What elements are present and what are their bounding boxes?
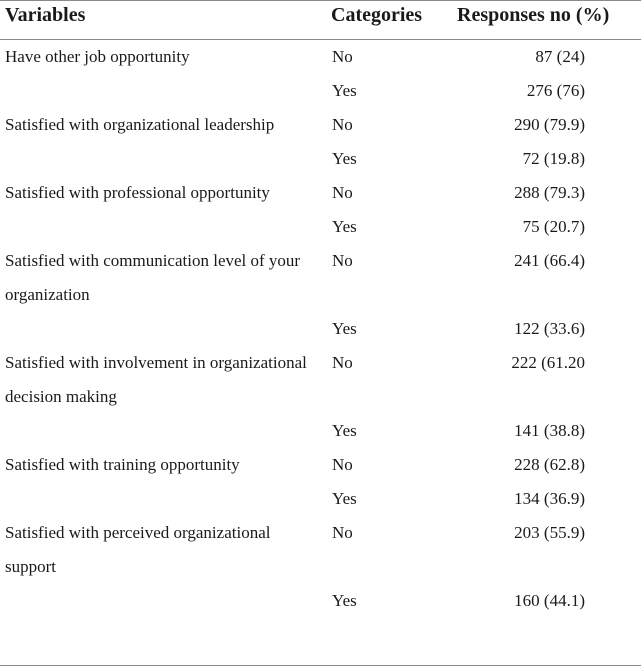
- table-row: [0, 40, 641, 74]
- cell-category: Yes: [332, 81, 357, 100]
- table-row: [0, 142, 641, 176]
- cell-variable: Satisfied with perceived organizational support: [5, 523, 271, 576]
- cell-response: 122 (33.6): [514, 319, 585, 338]
- cell-category: Yes: [332, 591, 357, 610]
- cell-variable: Have other job opportunity: [5, 47, 190, 66]
- cell-category: No: [332, 353, 353, 372]
- table-row: [0, 482, 641, 516]
- cell-category: No: [332, 183, 353, 202]
- table-header: [0, 0, 641, 39]
- table-row: [0, 448, 641, 482]
- cell-category: No: [332, 523, 353, 542]
- cell-category: Yes: [332, 489, 357, 508]
- cell-response: 203 (55.9): [514, 523, 585, 542]
- table-row: [0, 210, 641, 244]
- cell-variable: Satisfied with organizational leadership: [5, 115, 275, 134]
- cell-category: Yes: [332, 421, 357, 440]
- cell-category: Yes: [332, 319, 357, 338]
- cell-response: 290 (79.9): [514, 115, 585, 134]
- cell-variable: Satisfied with communication level of your organization: [5, 251, 301, 304]
- table-body: [0, 40, 641, 618]
- cell-category: No: [332, 115, 353, 134]
- cell-category: No: [332, 251, 353, 270]
- header-variables: Variables: [5, 4, 86, 26]
- table-row: [0, 244, 641, 312]
- cell-response: 75 (20.7): [522, 217, 585, 236]
- cell-category: Yes: [332, 217, 357, 236]
- cell-response: 228 (62.8): [514, 455, 585, 474]
- cell-response: 288 (79.3): [514, 183, 585, 202]
- table-row: [0, 414, 641, 448]
- cell-variable: Satisfied with professional opportunity: [5, 183, 270, 202]
- table-row: [0, 516, 641, 584]
- cell-category: No: [332, 455, 353, 474]
- cell-response: 241 (66.4): [514, 251, 585, 270]
- cell-response: 222 (61.20: [511, 353, 585, 372]
- cell-response: 160 (44.1): [514, 591, 585, 610]
- cell-response: 87 (24): [535, 47, 585, 66]
- table-row: [0, 312, 641, 346]
- cell-response: 141 (38.8): [514, 421, 585, 440]
- table-row: [0, 108, 641, 142]
- table-bottom-rule: [0, 665, 641, 666]
- cell-response: 276 (76): [526, 81, 585, 100]
- table-row: [0, 584, 641, 618]
- cell-response: 134 (36.9): [514, 489, 585, 508]
- table-row: [0, 74, 641, 108]
- cell-variable: Satisfied with training opportunity: [5, 455, 240, 474]
- cell-category: No: [332, 47, 353, 66]
- header-responses: Responses no (%): [457, 4, 610, 26]
- header-categories: Categories: [331, 4, 423, 26]
- cell-category: Yes: [332, 149, 357, 168]
- cell-variable: Satisfied with involvement in organizational decision making: [5, 353, 307, 406]
- table-row: [0, 176, 641, 210]
- cell-response: 72 (19.8): [522, 149, 585, 168]
- table-row: [0, 346, 641, 414]
